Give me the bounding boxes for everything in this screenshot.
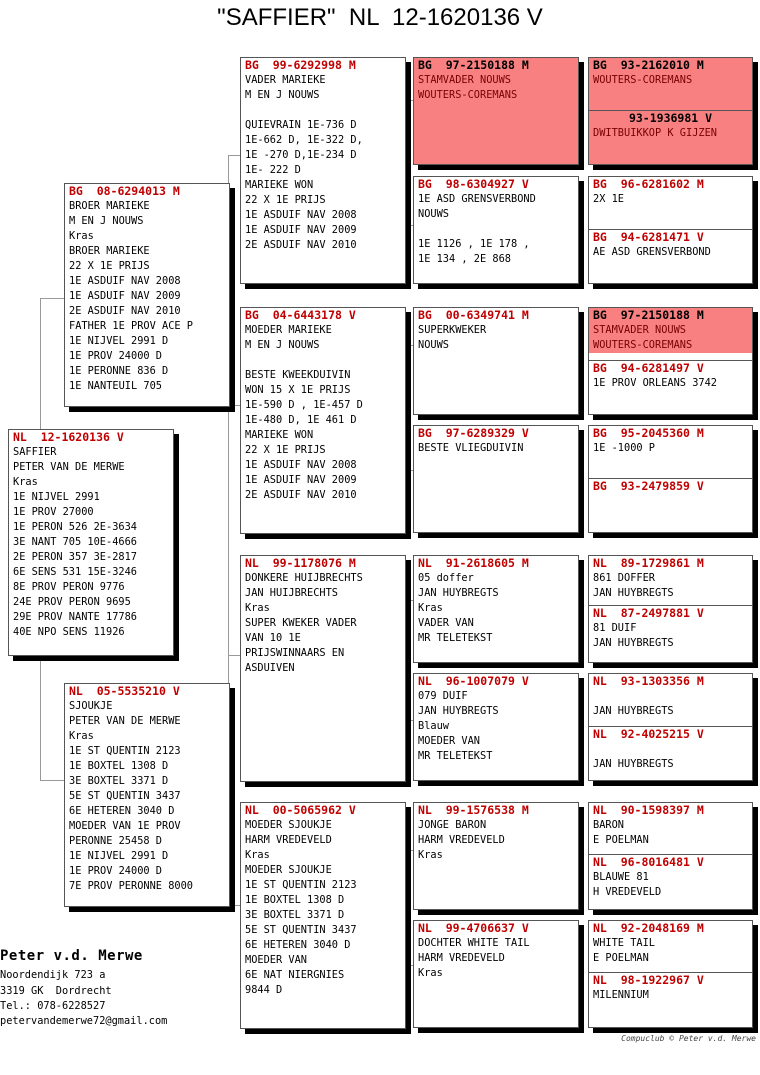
connector-line	[405, 100, 413, 101]
card-line: JAN HUYBREGTS	[593, 758, 674, 770]
g2-pair-card	[588, 176, 753, 284]
pair-bottom	[589, 110, 752, 141]
card-line: BLAUWE 81	[593, 871, 649, 883]
fff-pigeon-card	[413, 57, 579, 165]
card-line: JAN HUIJBRECHTS	[245, 587, 338, 599]
card-line: 8E PROV PERON 9776	[13, 581, 125, 593]
mff-pigeon-card	[413, 555, 579, 663]
ring-number: NL 92-2048169 M	[593, 921, 704, 935]
card-line: 3E BOXTEL 3371 D	[69, 775, 169, 787]
g8-pair-card	[588, 920, 753, 1028]
card-line: Kras	[69, 730, 94, 742]
pair-bottom	[589, 478, 752, 494]
ring-number: BG 97-6289329 V	[418, 426, 529, 440]
card-line: 2E ASDUIF NAV 2010	[245, 489, 357, 501]
owner-email[interactable]: petervandemerwe72@gmail.com	[0, 1015, 168, 1027]
ring-number: NL 99-1178076 M	[245, 556, 356, 570]
card-line	[241, 353, 405, 368]
ring-number: NL 12-1620136 V	[13, 430, 124, 444]
card-line: WON 15 X 1E PRIJS	[245, 384, 351, 396]
card-line: 81 DUIF	[593, 622, 637, 634]
card-line: 861 DOFFER	[593, 572, 655, 584]
connector-line	[405, 225, 413, 226]
card-line: 2E ASDUIF NAV 2010	[245, 239, 357, 251]
card-line: JAN HUYBREGTS	[593, 705, 674, 717]
connector-line	[40, 298, 41, 430]
card-line: STAMVADER NOUWS	[593, 324, 686, 336]
pair-bottom	[589, 605, 752, 651]
ring-number: NL 99-1576538 M	[418, 803, 529, 817]
ring-number: NL 87-2497881 V	[593, 606, 704, 620]
card-line: 1E ASDUIF NAV 2009	[69, 290, 181, 302]
card-line: JONGE BARON	[418, 819, 487, 831]
card-line: 1E-590 D , 1E-457 D	[245, 399, 363, 411]
card-line: M EN J NOUWS	[245, 89, 320, 101]
card-line: MOEDER SJOUKJE	[245, 819, 332, 831]
card-line: DONKERE HUIJBRECHTS	[245, 572, 363, 584]
card-line: 29E PROV NANTE 17786	[13, 611, 137, 623]
mfm-pigeon-card	[413, 673, 579, 781]
card-line: 1E 1126 , 1E 178 ,	[418, 238, 530, 250]
card-line: MOEDER VAN	[245, 954, 307, 966]
card-line: 1E ASDUIF NAV 2008	[69, 275, 181, 287]
card-line: VADER MARIEKE	[245, 74, 326, 86]
card-line: 1E ASDUIF NAV 2008	[245, 209, 357, 221]
connector-line	[405, 850, 413, 851]
ring-number: BG 97-2150188 M	[593, 308, 704, 322]
card-line	[589, 689, 752, 704]
card-line: SUPER KWEKER VADER	[245, 617, 357, 629]
card-line: AE ASD GRENSVERBOND	[593, 246, 711, 258]
card-line: VAN 10 1E	[245, 632, 301, 644]
ring-number: BG 98-6304927 V	[418, 177, 529, 191]
pair-bottom	[589, 726, 752, 772]
card-line: 7E PROV PERONNE 8000	[69, 880, 193, 892]
card-line: HARM VREDEVELD	[245, 834, 332, 846]
card-line: MARIEKE WON	[245, 429, 314, 441]
father-pigeon-card	[64, 183, 230, 407]
ring-number: BG 94-6281497 V	[593, 361, 704, 375]
card-line: HARM VREDEVELD	[418, 952, 505, 964]
card-line: Kras	[245, 849, 270, 861]
ring-number: BG 04-6443178 V	[245, 308, 356, 322]
card-line: Kras	[418, 967, 443, 979]
ring-number: BG 94-6281471 V	[593, 230, 704, 244]
card-line: 1E BOXTEL 1308 D	[69, 760, 169, 772]
ring-number: NL 93-1303356 M	[593, 674, 704, 688]
owner-name: Peter v.d. Merwe	[0, 948, 143, 964]
ring-number: NL 90-1598397 M	[593, 803, 704, 817]
card-line: H VREDEVELD	[593, 886, 662, 898]
card-line: 1E ASDUIF NAV 2009	[245, 474, 357, 486]
g7-pair-card	[588, 802, 753, 910]
card-line: BARON	[593, 819, 624, 831]
card-line: 1E PROV 24000 D	[69, 865, 162, 877]
ring-number: BG 93-2162010 M	[593, 58, 704, 72]
card-line: DOCHTER WHITE TAIL	[418, 937, 530, 949]
connector-line	[405, 470, 413, 471]
card-line: 6E SENS 531 15E-3246	[13, 566, 137, 578]
card-line: 1E BOXTEL 1308 D	[245, 894, 345, 906]
card-line: 1E NIJVEL 2991	[13, 491, 100, 503]
card-line: 6E HETEREN 3040 D	[245, 939, 351, 951]
ring-number: NL 96-1007079 V	[418, 674, 529, 688]
card-line: 22 X 1E PRIJS	[245, 444, 326, 456]
pair-bottom	[589, 854, 752, 900]
card-line: 5E ST QUENTIN 3437	[69, 790, 181, 802]
card-line: Kras	[418, 849, 443, 861]
connector-line	[405, 345, 413, 346]
g6-pair-card	[588, 673, 753, 781]
card-line	[414, 222, 578, 237]
pair-bottom	[589, 229, 752, 260]
card-line: 1E PROV ORLEANS 3742	[593, 377, 717, 389]
card-line: SAFFIER	[13, 446, 57, 458]
card-line: 1E PERONNE 836 D	[69, 365, 169, 377]
card-line: STAMVADER NOUWS	[418, 74, 511, 86]
card-line: 1E ASDUIF NAV 2008	[245, 459, 357, 471]
card-line: 3E NANT 705 10E-4666	[13, 536, 137, 548]
card-line: 5E ST QUENTIN 3437	[245, 924, 357, 936]
card-line: BESTE VLIEGDUIVIN	[418, 442, 524, 454]
page-title: "SAFFIER" NL 12-1620136 V	[217, 4, 543, 31]
card-line: NOUWS	[418, 339, 449, 351]
card-line: Blauw	[418, 720, 449, 732]
ring-number: BG 00-6349741 M	[418, 308, 529, 322]
ring-number: NL 89-1729861 M	[593, 556, 704, 570]
connector-line	[405, 600, 413, 601]
card-line: JAN HUYBREGTS	[418, 705, 499, 717]
ff-pigeon-card	[240, 57, 406, 284]
card-line: MILENNIUM	[593, 989, 649, 1001]
g5-pair-card	[588, 555, 753, 663]
card-line: MOEDER SJOUKJE	[245, 864, 332, 876]
g4-pair-card	[588, 425, 753, 533]
card-line: 1E PERON 526 2E-3634	[13, 521, 137, 533]
card-line: BROER MARIEKE	[69, 245, 150, 257]
card-line: Kras	[13, 476, 38, 488]
ring-number: BG 08-6294013 M	[69, 184, 180, 198]
card-line: E POELMAN	[593, 834, 649, 846]
owner-city: 3319 GK Dordrecht	[0, 985, 112, 997]
ring-number: BG 97-2150188 M	[418, 58, 529, 72]
card-line: 1E NANTEUIL 705	[69, 380, 162, 392]
card-line: VADER VAN	[418, 617, 474, 629]
owner-phone: Tel.: 078-6228527	[0, 1000, 106, 1012]
card-line: FATHER 1E PROV ACE P	[69, 320, 193, 332]
card-line	[589, 742, 752, 757]
card-line: 1E -1000 P	[593, 442, 655, 454]
card-line: WOUTERS-COREMANS	[593, 74, 693, 86]
g3-pair-card	[588, 307, 753, 415]
card-line	[241, 103, 405, 118]
card-line: PERONNE 25458 D	[69, 835, 162, 847]
connector-line	[405, 720, 413, 721]
card-line: QUIEVRAIN 1E-736 D	[245, 119, 357, 131]
card-line: 1E -270 D,1E-234 D	[245, 149, 357, 161]
g1-pair-card	[588, 57, 753, 165]
card-line: 05 doffer	[418, 572, 474, 584]
card-line: JAN HUYBREGTS	[418, 587, 499, 599]
card-line: Kras	[69, 230, 94, 242]
connector-line	[40, 298, 64, 299]
card-line: 1E ST QUENTIN 2123	[69, 745, 181, 757]
card-line: 9844 D	[245, 984, 283, 996]
card-line: JAN HUYBREGTS	[593, 587, 674, 599]
card-line: JAN HUYBREGTS	[593, 637, 674, 649]
card-line: BROER MARIEKE	[69, 200, 150, 212]
ring-number: NL 00-5065962 V	[245, 803, 356, 817]
card-line: ASDUIVEN	[245, 662, 295, 674]
card-line: WHITE TAIL	[593, 937, 655, 949]
card-line: MOEDER VAN	[418, 735, 480, 747]
connector-line	[228, 155, 240, 156]
card-line: 1E- 222 D	[245, 164, 301, 176]
ring-number: 93-1936981 V	[628, 111, 713, 125]
ring-number: BG 96-6281602 M	[593, 177, 704, 191]
card-line: Kras	[418, 602, 443, 614]
subject-pigeon-card	[8, 429, 174, 656]
connector-line	[228, 655, 240, 656]
card-line: M EN J NOUWS	[69, 215, 144, 227]
card-line: 1E ST QUENTIN 2123	[245, 879, 357, 891]
connector-line	[40, 655, 41, 780]
card-line: SUPERKWEKER	[418, 324, 487, 336]
card-line: MOEDER MARIEKE	[245, 324, 332, 336]
card-line: 2X 1E	[593, 193, 624, 205]
ring-number: NL 92-4025215 V	[593, 727, 704, 741]
card-line: MOEDER VAN 1E PROV	[69, 820, 181, 832]
card-line: 1E 134 , 2E 868	[418, 253, 511, 265]
card-line: 6E HETEREN 3040 D	[69, 805, 175, 817]
card-line: WOUTERS-COREMANS	[418, 89, 518, 101]
connector-line	[228, 155, 229, 185]
fm-pigeon-card	[240, 307, 406, 534]
card-line: 1E NIJVEL 2991 D	[69, 850, 169, 862]
card-line: 6E NAT NIERGNIES	[245, 969, 345, 981]
card-line: 1E-480 D, 1E 461 D	[245, 414, 357, 426]
mm-pigeon-card	[240, 802, 406, 1029]
card-line: 079 DUIF	[418, 690, 468, 702]
card-line: Kras	[245, 602, 270, 614]
card-line: 40E NPO SENS 11926	[13, 626, 125, 638]
ring-number: NL 96-8016481 V	[593, 855, 704, 869]
card-line: PRIJSWINNAARS EN	[245, 647, 345, 659]
ring-number: NL 91-2618605 M	[418, 556, 529, 570]
card-line: 2E PERON 357 3E-2817	[13, 551, 137, 563]
ring-number: BG 95-2045360 M	[593, 426, 704, 440]
pair-bottom	[589, 972, 752, 1003]
fmf-pigeon-card	[413, 307, 579, 415]
card-line: PETER VAN DE MERWE	[69, 715, 181, 727]
ffm-pigeon-card	[413, 176, 579, 284]
card-line: MARIEKE WON	[245, 179, 314, 191]
card-line: SJOUKJE	[69, 700, 113, 712]
mf-pigeon-card	[240, 555, 406, 782]
ring-number: NL 05-5535210 V	[69, 684, 180, 698]
card-line: NOUWS	[418, 208, 449, 220]
ring-number: NL 99-4706637 V	[418, 921, 529, 935]
card-line: 1E-662 D, 1E-322 D,	[245, 134, 363, 146]
card-line: 3E BOXTEL 3371 D	[245, 909, 345, 921]
card-line: E POELMAN	[593, 952, 649, 964]
card-line: 1E NIJVEL 2991 D	[69, 335, 169, 347]
card-line: 22 X 1E PRIJS	[245, 194, 326, 206]
card-line: M EN J NOUWS	[245, 339, 320, 351]
mother-pigeon-card	[64, 683, 230, 907]
card-line: MR TELETEKST	[418, 750, 493, 762]
card-line: 1E ASD GRENSVERBOND	[418, 193, 536, 205]
card-line: 2E ASDUIF NAV 2010	[69, 305, 181, 317]
ring-number: NL 98-1922967 V	[593, 973, 704, 987]
card-line: 1E PROV 24000 D	[69, 350, 162, 362]
footer-credit: Compuclub © Peter v.d. Merwe	[621, 1034, 756, 1043]
connector-line	[405, 965, 413, 966]
connector-line	[40, 780, 64, 781]
pair-bottom	[589, 360, 752, 391]
card-line: 1E ASDUIF NAV 2009	[245, 224, 357, 236]
mmf-pigeon-card	[413, 802, 579, 910]
fmm-pigeon-card	[413, 425, 579, 533]
card-line: MR TELETEKST	[418, 632, 493, 644]
ring-number: BG 93-2479859 V	[593, 479, 704, 493]
card-line: 22 X 1E PRIJS	[69, 260, 150, 272]
card-line: WOUTERS-COREMANS	[593, 339, 693, 351]
owner-address: Noordendijk 723 a	[0, 969, 106, 981]
card-line: HARM VREDEVELD	[418, 834, 505, 846]
card-line: BESTE KWEEKDUIVIN	[245, 369, 351, 381]
ring-number: BG 99-6292998 M	[245, 58, 356, 72]
card-line: 1E PROV 27000	[13, 506, 94, 518]
card-line: 24E PROV PERON 9695	[13, 596, 131, 608]
card-line: PETER VAN DE MERWE	[13, 461, 125, 473]
mmm-pigeon-card	[413, 920, 579, 1028]
card-line: DWITBUIKKOP K GIJZEN	[593, 127, 717, 139]
